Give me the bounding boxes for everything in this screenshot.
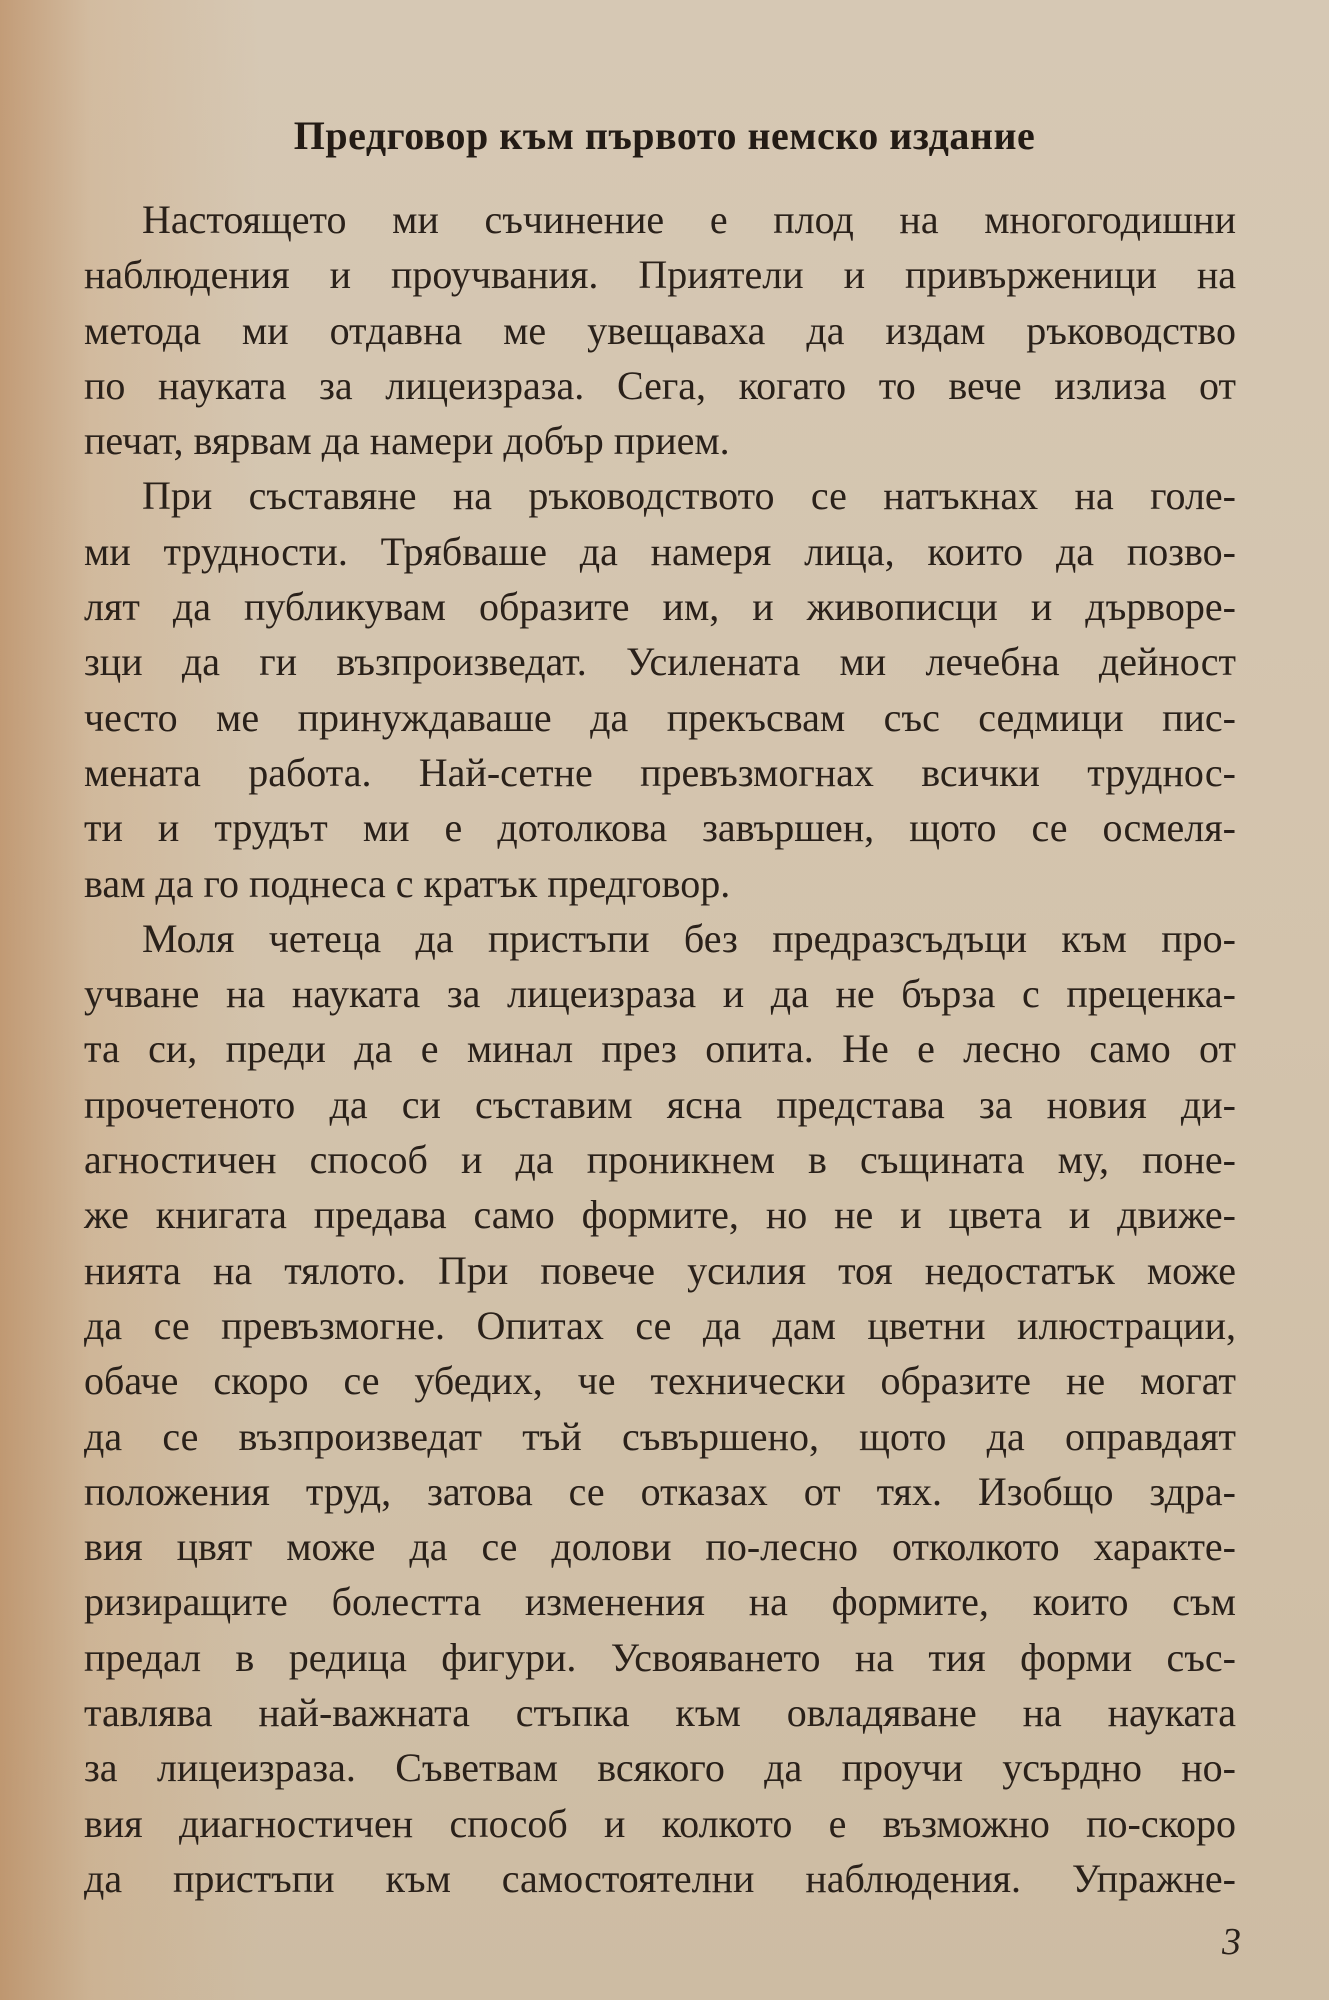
text-line: вия диагностичен способ и колкото е възможно по-скоро <box>84 1800 1236 1846</box>
text-line: прочетеното да си съставим ясна представа за новия ди- <box>84 1081 1236 1127</box>
text-line: зци да ги възпроизведат. Усилената ми лечебна дейност <box>84 639 1236 685</box>
text-line: вия цвят може да се долови по-лесно отколкото характе- <box>84 1524 1236 1570</box>
text-line: вам да го поднеса с кратък предговор. <box>84 860 731 906</box>
text-line: ми трудности. Трябваше да намеря лица, които да позво- <box>84 528 1236 574</box>
page-number: 3 <box>1222 1921 1241 1963</box>
text-line: При съставяне на ръководството се натъкнах на голе- <box>142 473 1236 519</box>
text-line: Настоящето ми съчинение е плод на многогодишни <box>142 197 1236 242</box>
text-line: ризиращите болестта изменения на формите, които съм <box>84 1579 1236 1625</box>
body-text <box>84 192 1236 1906</box>
text-line: Моля четеца да пристъпи без предразсъдъци към про- <box>142 915 1236 961</box>
text-line: та си, преди да е минал през опита. Не е лесно само от <box>84 1026 1236 1072</box>
text-line: нията на тялото. При повече усилия тоя недостатък може <box>84 1247 1236 1293</box>
text-line: же книгата предава само формите, но не и цвета и движе- <box>84 1192 1236 1238</box>
text-line: по науката за лицеизраза. Сега, когато то вече излиза от <box>84 362 1236 408</box>
text-line: често ме принуждаваше да прекъсвам със седмици пис- <box>84 694 1236 740</box>
text-line: наблюдения и проучвания. Приятели и привърженици на <box>84 252 1236 298</box>
text-line: положения труд, затова се отказах от тях. Изобщо здра- <box>84 1468 1236 1514</box>
text-line: да се превъзмогне. Опитах се да дам цветни илюстрации, <box>84 1302 1236 1348</box>
text-line: да пристъпи към самостоятелни наблюдения. Упражне- <box>84 1855 1236 1901</box>
text-line: тавлява най-важната стъпка към овладяване на науката <box>84 1690 1236 1736</box>
text-line: обаче скоро се убедих, че технически образите не могат <box>84 1358 1236 1404</box>
page-title: Предговор към първото немско издание <box>293 113 1036 158</box>
text-line: ти и трудът ми е дотолкова завършен, щото се осмеля- <box>84 805 1236 851</box>
text-line: лят да публикувам образите им, и живописци и дърворе- <box>84 584 1236 630</box>
text-line: да се възпроизведат тъй съвършено, щото да оправдаят <box>84 1413 1236 1459</box>
text-line: предал в редица фигури. Усвояването на тия форми със- <box>84 1634 1236 1680</box>
text-line: мената работа. Най-сетне превъзмогнах всички труднос- <box>84 749 1236 795</box>
text-line: метода ми отдавна ме увещаваха да издам ръководство <box>84 307 1236 353</box>
text-line: агностичен способ и да проникнем в същината му, поне- <box>84 1137 1236 1183</box>
text-line: печат, вярвам да намери добър прием. <box>84 418 730 464</box>
text-line: за лицеизраза. Съветвам всякого да проучи усърдно но- <box>84 1745 1236 1791</box>
text-line: учване на науката за лицеизраза и да не бърза с преценка- <box>84 971 1236 1017</box>
